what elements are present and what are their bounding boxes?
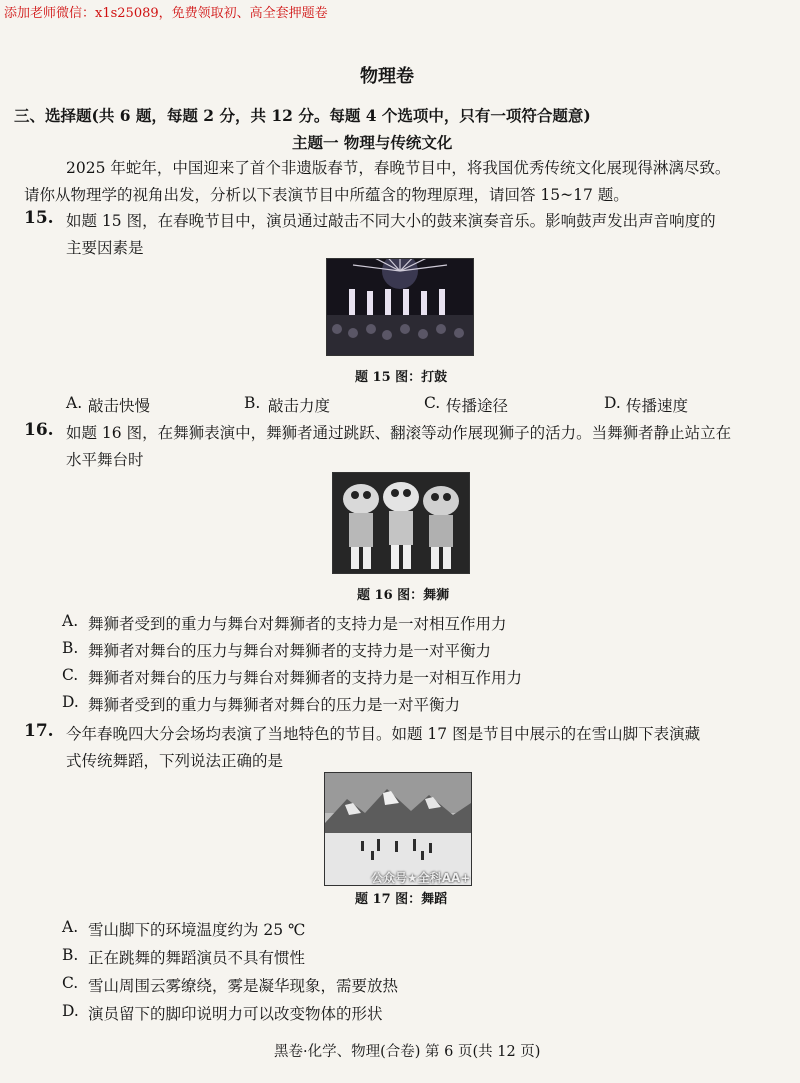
bleed-through-area [720, 310, 735, 331]
intro-line: 请你从物理学的视角出发，分析以下表演节目中所蕴含的物理原理，请回答 15~17 题。 [24, 186, 629, 204]
option-letter: D. [604, 394, 621, 412]
page-title: 物理卷 [360, 66, 414, 87]
option-text: 演员留下的脚印说明力可以改变物体的形状 [88, 1005, 383, 1023]
option-letter: A. [62, 918, 79, 936]
option-letter: C. [62, 974, 79, 992]
option-letter: D. [62, 693, 79, 711]
option-text: 舞狮者对舞台的压力与舞台对舞狮者的支持力是一对相互作用力 [88, 669, 523, 687]
page-footer: 黑卷·化学、物理(合卷) 第 6 页(共 12 页) [274, 1044, 541, 1060]
option-letter: A. [62, 612, 79, 630]
figure-caption: 题 15 图：打鼓 [355, 370, 448, 385]
watermark: 添加老师微信：x1s25089，免费领取初、高全套押题卷 [4, 6, 328, 21]
question-stem: 式传统舞蹈，下列说法正确的是 [66, 752, 284, 770]
figure-caption: 题 17 图：舞蹈 [355, 892, 448, 907]
drum-performance-photo [326, 258, 474, 356]
theme-title: 主题一 物理与传统文化 [292, 133, 453, 152]
option-text: 传播速度 [626, 397, 689, 415]
option-letter: A. [66, 394, 83, 412]
option-letter: C. [424, 394, 441, 412]
question-stem: 水平舞台时 [66, 451, 144, 469]
option-text: 正在跳舞的舞蹈演员不具有惯性 [88, 949, 306, 967]
snow-mountain-dance-photo [324, 772, 472, 886]
option-text: 舞狮者受到的重力与舞狮者对舞台的压力是一对平衡力 [88, 696, 461, 714]
question-stem: 如题 16 图，在舞狮表演中，舞狮者通过跳跃、翻滚等动作展现狮子的活力。当舞狮者静止站立在 [66, 424, 732, 442]
option-letter: B. [244, 394, 261, 412]
option-letter: D. [62, 1002, 79, 1020]
option-text: 敲击快慢 [88, 397, 151, 415]
option-text: 传播途径 [446, 397, 509, 415]
question-number: 17. [24, 721, 54, 741]
option-letter: C. [62, 666, 79, 684]
section-header: 三、选择题(共 6 题，每题 2 分，共 12 分。每题 4 个选项中，只有一项符合题意) [14, 106, 591, 125]
option-text: 雪山脚下的环境温度约为 25 ℃ [88, 921, 306, 939]
option-text: 敲击力度 [268, 397, 331, 415]
option-text: 雪山周围云雾缭绕，雾是凝华现象，需要放热 [88, 977, 399, 995]
photo-watermark: 公众号★全科AA+ [371, 871, 471, 885]
option-text: 舞狮者受到的重力与舞台对舞狮者的支持力是一对相互作用力 [88, 615, 507, 633]
question-number: 15. [24, 208, 54, 228]
option-text: 舞狮者对舞台的压力与舞台对舞狮者的支持力是一对平衡力 [88, 642, 492, 660]
option-letter: B. [62, 639, 79, 657]
question-stem: 主要因素是 [66, 239, 144, 257]
figure-caption: 题 16 图：舞狮 [357, 588, 450, 603]
option-letter: B. [62, 946, 79, 964]
intro-line: 2025 年蛇年，中国迎来了首个非遗版春节，春晚节目中，将我国优秀传统文化展现得淋漓尽致。 [66, 159, 731, 177]
question-number: 16. [24, 420, 54, 440]
question-stem: 如题 15 图，在春晚节目中，演员通过敲击不同大小的鼓来演奏音乐。影响鼓声发出声音响度的 [66, 212, 716, 230]
bleed-through-heading [484, 58, 512, 95]
lion-dance-photo [332, 472, 470, 574]
question-stem: 今年春晚四大分会场均表演了当地特色的节目。如题 17 图是节目中展示的在雪山脚下表演藏 [66, 725, 701, 743]
